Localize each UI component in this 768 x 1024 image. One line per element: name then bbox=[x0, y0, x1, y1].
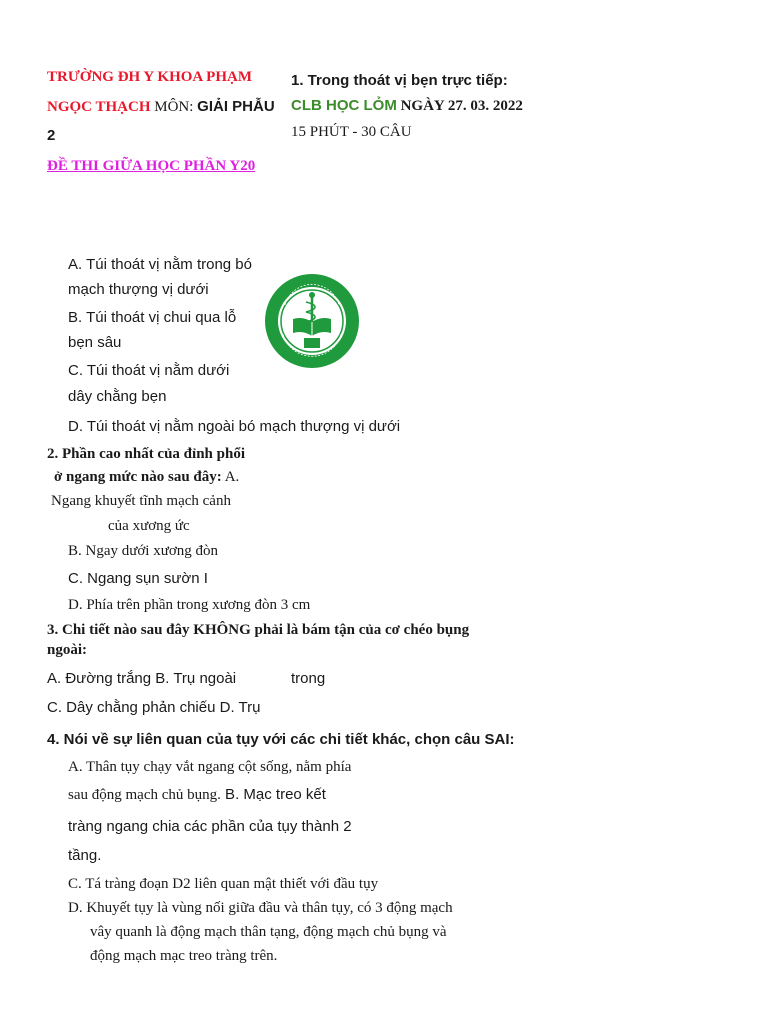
q4-option-a-line2 bbox=[68, 786, 326, 804]
q2-question-line1: 2. Phần cao nhất của đỉnh phổi bbox=[47, 446, 245, 462]
q3-options-ab: A. Đường trắng B. Trụ ngoài bbox=[47, 670, 237, 687]
q4-option-b-start: B. Mạc treo kết bbox=[220, 786, 326, 803]
club-date-line bbox=[291, 97, 523, 115]
q4-option-d-line2: vây quanh là động mạch thân tạng, động mạch chủ bụng và bbox=[90, 924, 447, 940]
q2-option-a-line2: của xương ức bbox=[108, 518, 190, 534]
subject-name: GIẢI PHẪU bbox=[197, 98, 275, 115]
q1-question: 1. Trong thoát vị bẹn trực tiếp: bbox=[291, 72, 508, 89]
q3-option-b-cont: trong bbox=[291, 670, 326, 687]
q1-option-c-line1: C. Túi thoát vị nằm dưới bbox=[68, 362, 230, 379]
q4-option-d-line3: động mạch mạc treo tràng trên. bbox=[90, 948, 278, 964]
club-logo-icon bbox=[263, 272, 361, 370]
q2-option-c: C. Ngang sụn sườn I bbox=[68, 570, 208, 587]
q2-question-line2 bbox=[54, 469, 239, 486]
q1-option-b-line2: bẹn sâu bbox=[68, 334, 122, 351]
q1-option-a-line1: A. Túi thoát vị nằm trong bó bbox=[68, 256, 252, 273]
q2-option-a-label: A. bbox=[221, 469, 240, 485]
subject-name-cont: 2 bbox=[47, 127, 56, 144]
q1-option-b-line1: B. Túi thoát vị chui qua lỗ bbox=[68, 309, 237, 326]
q4-option-c: C. Tá tràng đoạn D2 liên quan mật thiết với đầu tụy bbox=[68, 876, 379, 892]
q1-option-d: D. Túi thoát vị nằm ngoài bó mạch thượng vị dưới bbox=[68, 418, 401, 435]
q4-option-b-line3: tầng. bbox=[68, 847, 102, 864]
q3-question-line2: ngoài: bbox=[47, 642, 88, 658]
q4-option-a-line1: A. Thân tụy chạy vắt ngang cột sống, nằm phía bbox=[68, 759, 352, 775]
q2-option-a-line1: Ngang khuyết tĩnh mạch cảnh bbox=[51, 493, 231, 509]
q1-option-c-line2: dây chằng bẹn bbox=[68, 388, 167, 405]
exam-duration: 15 PHÚT - 30 CÂU bbox=[291, 124, 412, 140]
q2-question-text: ở ngang mức nào sau đây: bbox=[54, 469, 222, 485]
school-name-line1: TRƯỜNG ĐH Y KHOA PHẠM bbox=[47, 69, 252, 85]
q2-option-d: D. Phía trên phần trong xương đòn 3 cm bbox=[68, 597, 311, 613]
school-subject-line bbox=[47, 98, 275, 116]
q3-question-line1: 3. Chi tiết nào sau đây KHÔNG phải là bám tận của cơ chéo bụng bbox=[47, 622, 470, 638]
school-name-line2: NGỌC THẠCH bbox=[47, 99, 151, 115]
q2-option-b: B. Ngay dưới xương đòn bbox=[68, 543, 219, 559]
subject-prefix: MÔN: bbox=[150, 99, 198, 115]
q4-option-b-line2: tràng ngang chia các phần của tụy thành 2 bbox=[68, 818, 352, 835]
exam-date: NGÀY 27. 03. 2022 bbox=[396, 98, 523, 114]
q3-options-cd: C. Dây chằng phản chiếu D. Trụ bbox=[47, 699, 261, 716]
exam-title: ĐỀ THI GIỮA HỌC PHẦN Y20 bbox=[47, 158, 256, 174]
q1-option-a-line2: mạch thượng vị dưới bbox=[68, 281, 209, 298]
q4-option-d-line1: D. Khuyết tụy là vùng nối giữa đầu và thân tụy, có 3 động mạch bbox=[68, 900, 453, 916]
club-name: CLB HỌC LỎM bbox=[291, 97, 397, 114]
q4-option-a-end: sau động mạch chủ bụng. bbox=[68, 787, 221, 803]
q4-question: 4. Nói về sự liên quan của tụy với các chi tiết khác, chọn câu SAI: bbox=[47, 731, 515, 748]
